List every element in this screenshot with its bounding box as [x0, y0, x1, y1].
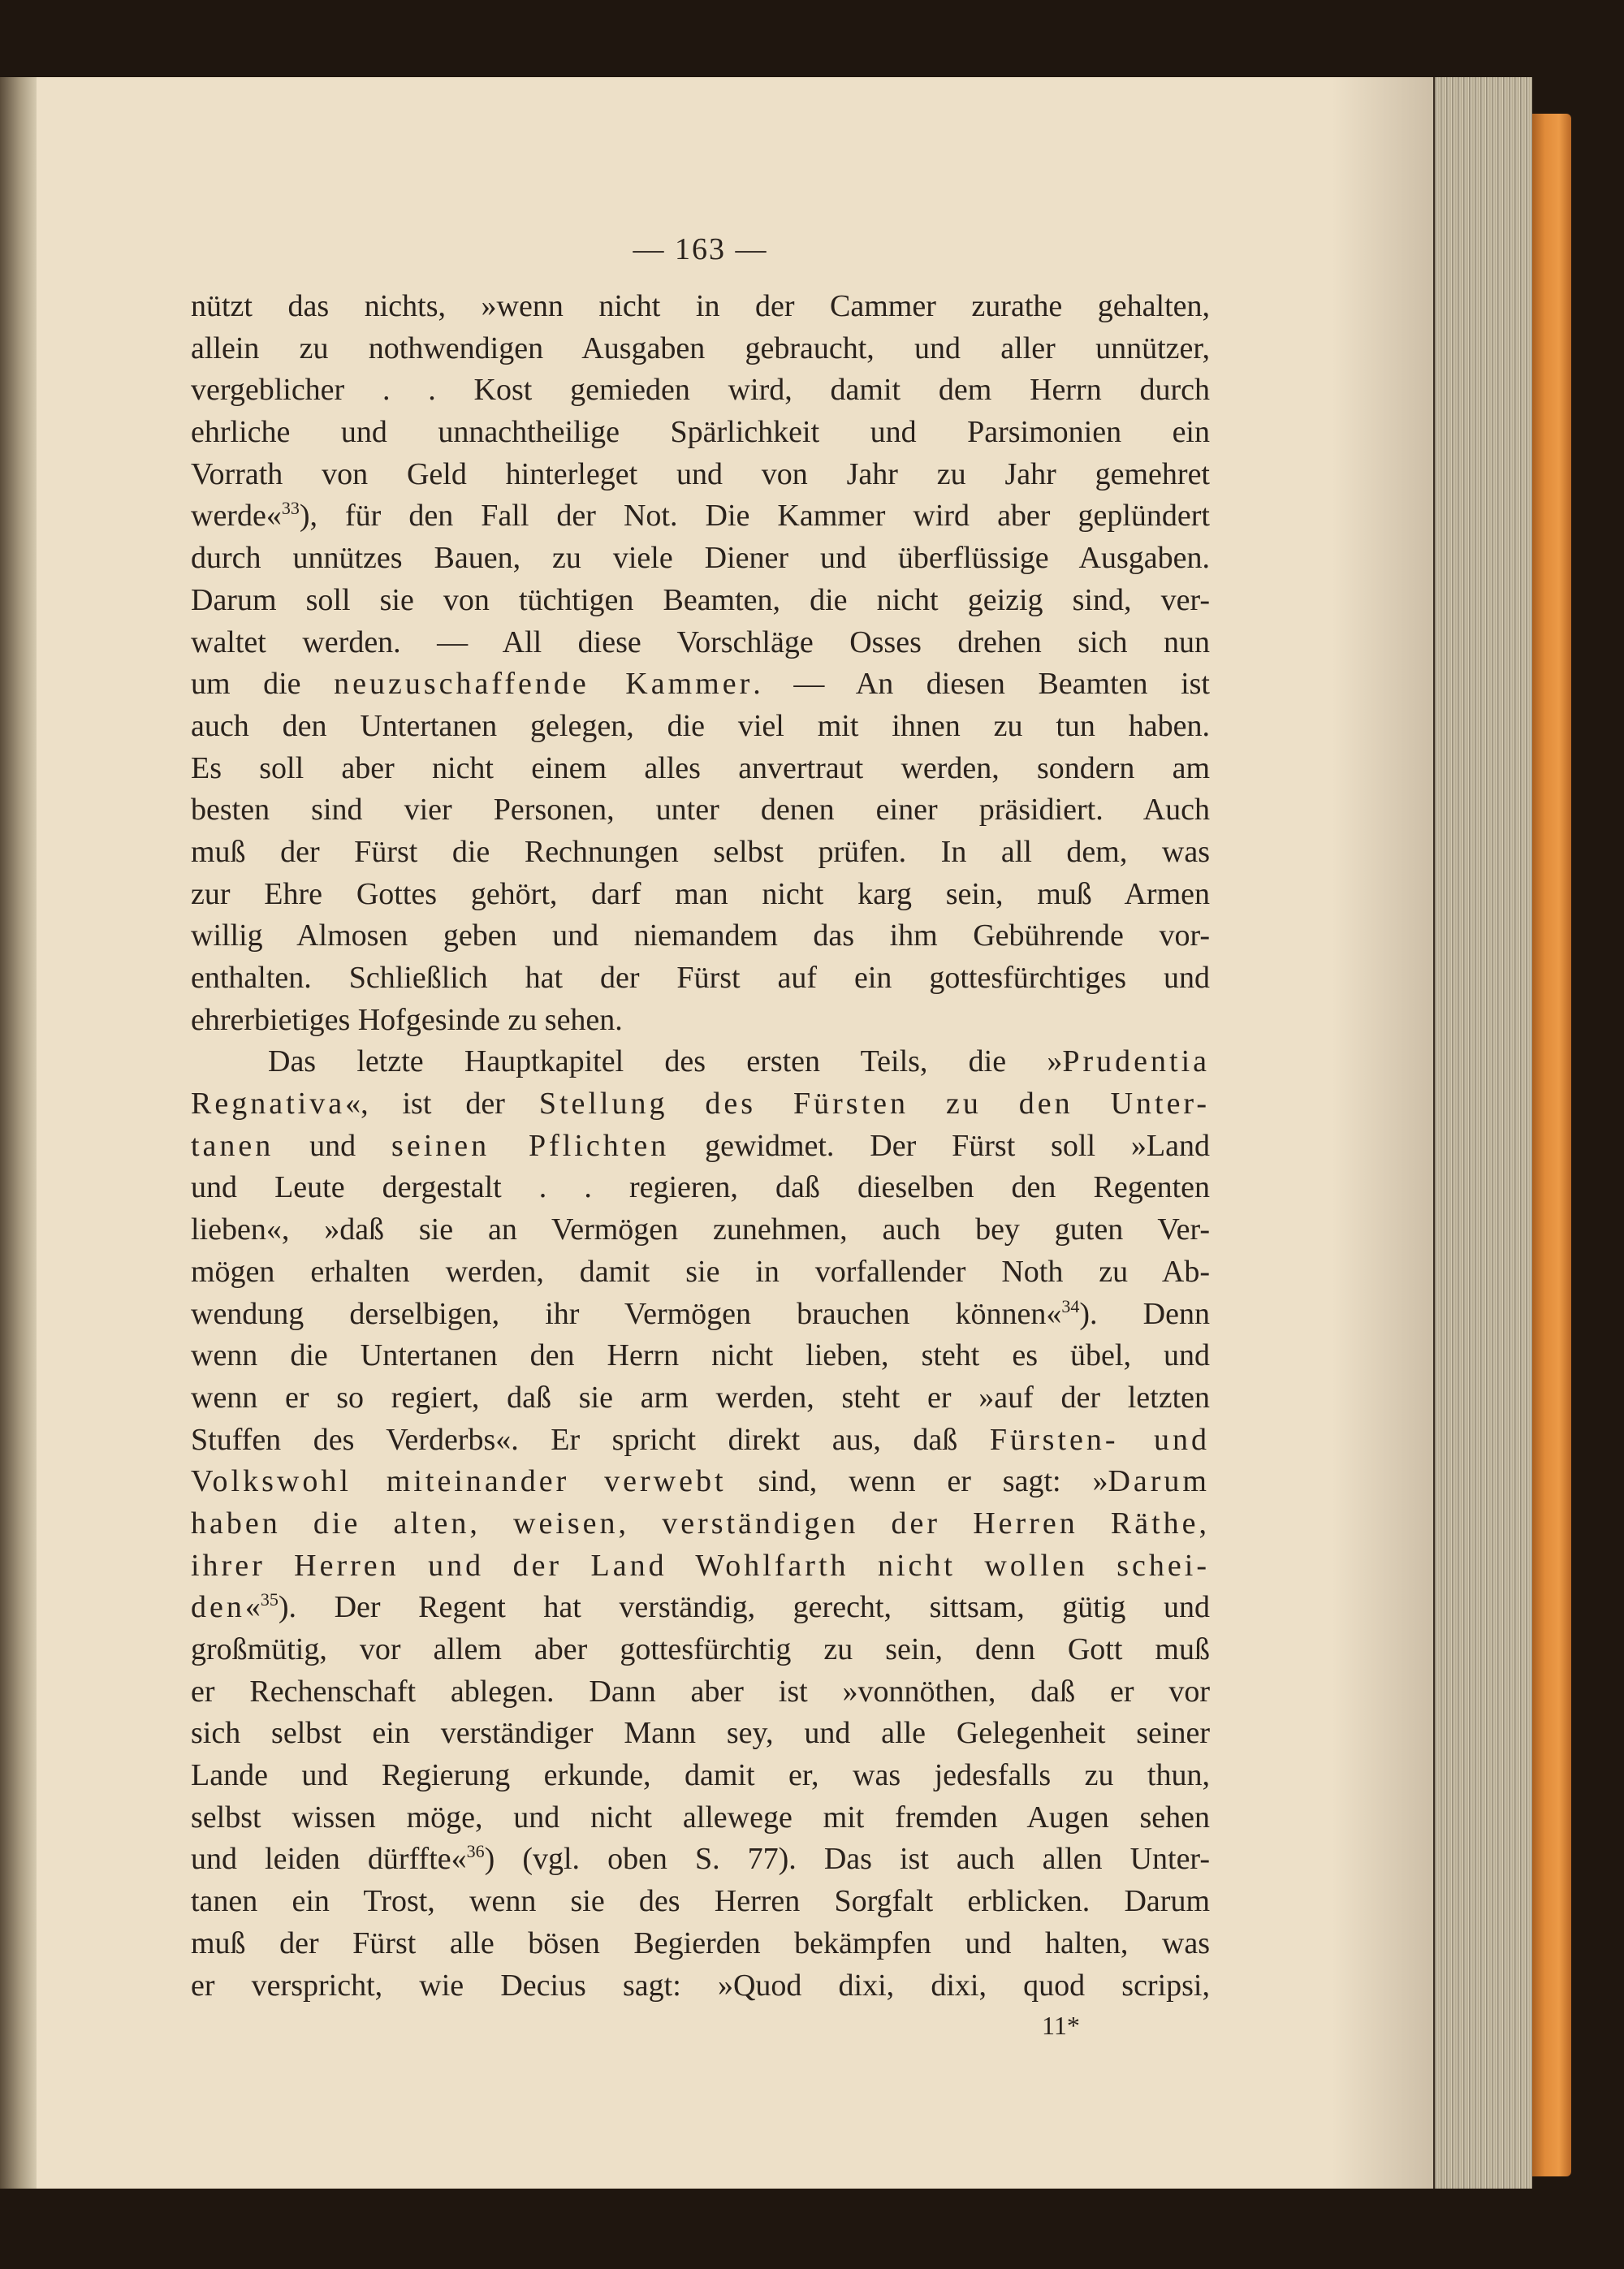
text-line: Lande und Regierung erkunde, damit er, was jedesfalls zu thun, [191, 1758, 1210, 1793]
footnote-ref: 34 [1061, 1295, 1080, 1316]
text-line: muß der Fürst die Rechnungen selbst prüfen. In all dem, was [191, 834, 1210, 869]
signature-mark: 11* [1042, 2011, 1080, 2040]
text-line: zur Ehre Gottes gehört, darf man nicht karg sein, muß Armen [191, 876, 1210, 911]
text-line: wendung derselbigen, ihr Vermögen brauchen können«$^{34}$). Denn [191, 1295, 1210, 1331]
paragraph-start-line: Das letzte Hauptkapitel des ersten Teils, die »Prudentia [268, 1044, 1210, 1079]
body-text [191, 286, 1210, 2007]
text-line: sich selbst ein verständiger Mann sey, und alle Gelegenheit seiner [191, 1716, 1210, 1751]
text-line: wenn die Untertanen den Herrn nicht lieben, steht es übel, und [191, 1338, 1210, 1373]
text-line: großmütig, vor allem aber gottesfürchtig zu sein, denn Gott muß [191, 1632, 1210, 1666]
text-line: und leiden dürffte«$^{36}$) (vgl. oben S. 77). Das ist auch allen Unter- [191, 1841, 1210, 1877]
text-line: Regnativa«, ist der Stellung des Fürsten zu den Unter- [191, 1087, 1210, 1122]
text-line: besten sind vier Personen, unter denen einer präsidiert. Auch [191, 793, 1210, 828]
text-line: Vorrath von Geld hinterleget und von Jahr zu Jahr gemehret [191, 456, 1210, 491]
text-line: enthalten. Schließlich hat der Fürst auf ein gottesfürchtiges und [191, 961, 1210, 995]
text-line: muß der Fürst alle bösen Begierden bekämpfen und halten, was [191, 1925, 1210, 1960]
text-line: willig Almosen geben und niemandem das ihm Gebührende vor- [191, 918, 1210, 953]
text-line: Darum soll sie von tüchtigen Beamten, die nicht geizig sind, ver- [191, 582, 1210, 617]
text-line: nützt das nichts, »wenn nicht in der Cammer zurathe gehalten, [191, 289, 1210, 323]
text-line: Stuffen des Verderbs«. Er spricht direkt aus, daß Fürsten- und [191, 1422, 1211, 1457]
page-gutter-shadow [1332, 77, 1433, 2189]
text-line: Volkswohl miteinander verwebt sind, wenn er sagt: »Darum [191, 1464, 1210, 1499]
text-line: selbst wissen möge, und nicht allewege mit fremden Augen sehen [191, 1800, 1210, 1835]
text-line: waltet werden. — All diese Vorschläge Osses drehen sich nun [191, 625, 1210, 659]
text-line: wenn er so regiert, daß sie arm werden, steht er »auf der letzten [191, 1380, 1210, 1415]
text-line: allein zu nothwendigen Ausgaben gebraucht, und aller unnützer, [191, 331, 1210, 365]
text-line: er verspricht, wie Decius sagt: »Quod dixi, dixi, quod scripsi, [191, 1968, 1210, 2003]
book-binding-left [0, 77, 37, 2189]
page-number: — 163 — [633, 232, 768, 266]
footnote-ref: 36 [466, 1841, 485, 1862]
footnote-ref: 33 [281, 498, 300, 519]
text-line: tanen ein Trost, wenn sie des Herren Sorgfalt erblicken. Darum [191, 1884, 1210, 1919]
text-line: Es soll aber nicht einem alles anvertraut werden, sondern am [191, 750, 1210, 785]
text-line: tanen und seinen Pflichten gewidmet. Der Fürst soll »Land [191, 1128, 1210, 1163]
text-line: haben die alten, weisen, verständigen der Herren Räthe, [191, 1506, 1210, 1541]
text-line: den«$^{35}$). Der Regent hat verständig, gerecht, sittsam, gütig und [191, 1589, 1210, 1625]
text-line: ihrer Herren und der Land Wohlfarth nicht wollen schei- [191, 1548, 1210, 1583]
text-line: ehrerbietiges Hofgesinde zu sehen. [191, 1002, 623, 1037]
text-line: durch unnützes Bauen, zu viele Diener und überflüssige Ausgaben. [191, 541, 1210, 576]
text-line: werde«$^{33}$), für den Fall der Not. Die Kammer wird aber geplündert [191, 498, 1210, 534]
text-line: er Rechenschaft ablegen. Dann aber ist »vonnöthen, daß er vor [191, 1674, 1210, 1709]
text-line: um die neuzuschaffende Kammer. — An diesen Beamten ist [191, 667, 1210, 702]
footnote-ref: 35 [260, 1589, 279, 1610]
text-line: ehrliche und unnachtheilige Spärlichkeit und Parsimonien ein [191, 415, 1210, 450]
text-line: vergeblicher . . Kost gemieden wird, damit dem Herrn durch [191, 373, 1210, 408]
text-line: auch den Untertanen gelegen, die viel mit ihnen zu tun haben. [191, 708, 1210, 743]
text-line: und Leute dergestalt . . regieren, daß dieselben den Regenten [191, 1170, 1210, 1205]
book-cover-orange [1531, 114, 1571, 2176]
text-line: mögen erhalten werden, damit sie in vorfallender Noth zu Ab- [191, 1254, 1210, 1289]
text-line: lieben«, »daß sie an Vermögen zunehmen, auch bey guten Ver- [191, 1212, 1210, 1247]
page-edges [1433, 77, 1532, 2189]
